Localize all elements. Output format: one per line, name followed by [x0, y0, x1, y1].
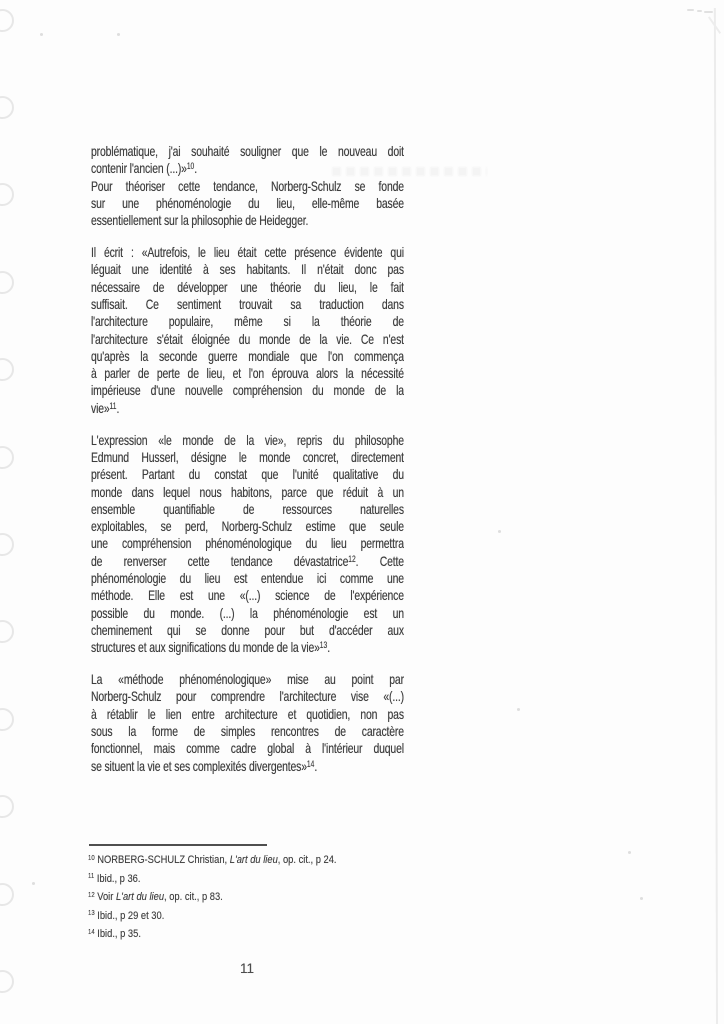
text-line: l'architecture populaire, même si la théorie de — [91, 313, 404, 330]
binder-hole — [0, 883, 14, 906]
footnote-ref: 10 — [186, 161, 195, 172]
footnote-separator — [89, 844, 267, 846]
footnote-ref: 13 — [319, 640, 328, 651]
text-line: impérieuse d'une nouvelle compréhension du monde de la — [91, 382, 404, 399]
scan-speck — [32, 882, 35, 885]
footnotes — [88, 852, 377, 945]
text-line: vie»$^{11}$. — [91, 399, 120, 416]
text-line: L'expression «le monde de la vie», repris du philosophe — [91, 431, 404, 448]
scan-dash — [704, 11, 713, 13]
text-line: à rétablir le lien entre architecture et quotidien, non pas — [91, 705, 404, 722]
paragraph — [91, 671, 404, 775]
text-line: Pour théoriser cette tendance, Norberg-Schulz se fonde — [91, 177, 404, 194]
cited-title: L'art du lieu — [229, 854, 278, 866]
paragraph — [91, 143, 404, 229]
text-line: sur une phénoménologie du lieu, elle-même basée — [91, 194, 404, 211]
scan-speck — [640, 897, 643, 900]
text-line: méthode. Elle est une «(...) science de l'expérience — [91, 587, 404, 604]
text-line: monde dans lequel nous habitons, parce que réduit à un — [91, 483, 404, 500]
footnote-ref: 10 — [88, 854, 95, 862]
text-line: Norberg-Schulz pour comprendre l'architecture vise «(...) — [91, 688, 404, 705]
text-line: une compréhension phénoménologique du lieu permettra — [91, 535, 404, 552]
text-line: essentiellement sur la philosophie de Heidegger. — [91, 212, 309, 229]
text-line: à parler de perte de lieu, et l'on éprouva alors la nécessité — [91, 365, 404, 382]
text-line: Il écrit : «Autrefois, le lieu était cette présence évidente qui — [91, 244, 404, 261]
text-line: présent. Partant du constat que l'unité qualitative du — [91, 466, 404, 483]
scan-dash — [687, 9, 694, 11]
text-line: sous la forme de simples rencontres de caractère — [91, 722, 404, 739]
text-line: l'architecture s'était éloignée du monde de la vie. Ce n'est — [91, 330, 404, 347]
text-line: contenir l'ancien (...)»$^{10}$. — [91, 160, 197, 177]
binder-hole — [0, 271, 14, 294]
text-line: phénoménologie du lieu est entendue ici comme une — [91, 570, 404, 587]
scan-speck — [517, 708, 520, 711]
footnote-ref: 12 — [88, 891, 95, 899]
text-line: fonctionnel, mais comme cadre global à l'intérieur duquel — [91, 740, 404, 757]
paragraph — [91, 432, 404, 657]
binder-hole — [0, 533, 14, 556]
text-line: suffisait. Ce sentiment trouvait sa traduction dans — [91, 295, 404, 312]
binder-hole — [0, 620, 14, 643]
binder-hole — [0, 9, 14, 32]
scan-speck — [628, 851, 631, 854]
footnote: $^{12}$ Voir L'art du lieu, op. cit., p 83. — [88, 891, 223, 903]
text-line: possible du monde. (...) la phénoménologie est un — [91, 604, 404, 621]
text-line: nécessaire de développer une théorie du lieu, le fait — [91, 278, 404, 295]
text-line: structures et aux significations du monde de la vie»$^{13}$. — [91, 639, 330, 656]
text-line: cheminement qui se donne pour but d'accéder aux — [91, 621, 404, 638]
binder-hole — [0, 183, 14, 206]
footnote-ref: 12 — [348, 553, 356, 564]
text-line: qu'après la seconde guerre mondiale que l'on commença — [91, 347, 404, 364]
cited-title: L'art du lieu — [115, 891, 165, 903]
scan-speck — [498, 530, 501, 533]
text-line: se situent la vie et ses complexités divergentes»$^{14}$. — [91, 757, 318, 774]
binder-hole — [0, 446, 14, 469]
scan-speck — [117, 33, 120, 36]
scan-dash — [697, 10, 702, 12]
binder-hole — [0, 970, 14, 993]
binder-hole — [0, 96, 14, 119]
footnote: $^{11}$ Ibid., p 36. — [88, 872, 141, 885]
text-line: Edmund Husserl, désigne le monde concret, directement — [91, 448, 404, 465]
paragraph — [91, 244, 404, 417]
binder-hole — [0, 358, 14, 381]
footnote: $^{14}$ Ibid., p 35. — [88, 928, 141, 940]
text-line: exploitables, se perd, Norberg-Schulz estime que seule — [91, 518, 404, 535]
text-line: de renverser cette tendance dévastatrice$^{12}$. Cette — [91, 552, 404, 569]
footnote-ref: 14 — [306, 758, 315, 769]
footnote-ref: 14 — [88, 928, 95, 936]
page-number: 11 — [239, 961, 254, 976]
text-line: problématique, j'ai souhaité souligner que le nouveau doit — [91, 143, 404, 159]
footnote: $^{13}$ Ibid., p 29 et 30. — [88, 909, 165, 922]
footnote: $^{10}$ NORBERG-SCHULZ Christian, L'art du lieu, op. cit., p 24. — [88, 854, 337, 866]
footnote-ref: 13 — [88, 910, 95, 918]
binder-hole — [0, 708, 14, 731]
text-line: léguait une identité à ses habitants. Il n'était donc pas — [91, 261, 404, 278]
scan-speck — [40, 33, 43, 36]
binder-hole — [0, 795, 14, 818]
page-edge-shadow — [713, 8, 717, 1024]
footnote-ref: 11 — [88, 873, 95, 881]
text-line: ensemble quantifiable de ressources naturelles — [91, 500, 404, 517]
body-text — [91, 143, 404, 789]
footnote-ref: 11 — [109, 400, 117, 411]
text-line: La «méthode phénoménologique» mise au point par — [91, 671, 404, 688]
